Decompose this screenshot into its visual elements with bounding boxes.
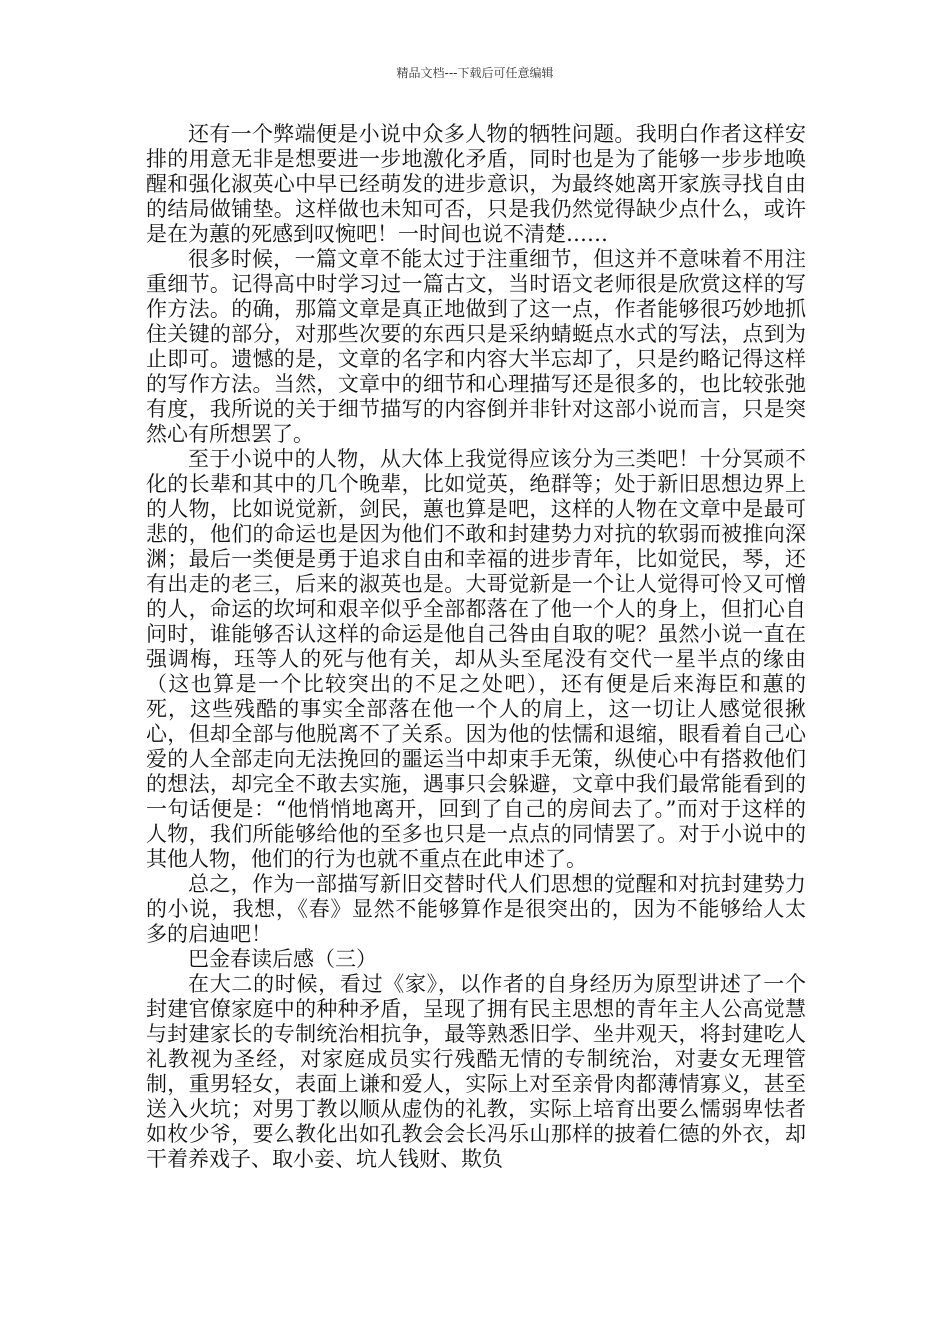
paragraph: 至于小说中的人物，从大体上我觉得应该分为三类吧！十分冥顽不化的长辈和其中的几个晚辈，比如觉英，绝群等；处于新旧思想边界上的人物，比如说觉新，剑民，蕙也算是吧，这样的人物在文章中是最可悲的，他们的命运也是因为他们不敢和封建势力对抗的软弱而被推向深渊；最后一类便是勇于追求自由和幸福的进步青年，比如觉民，琴，还有出走的老三，后来的淑英也是。大哥觉新是一个让人觉得可怜又可憎的人，命运的坎坷和艰辛似乎全部都落在了他一个人的身上，但扪心自问时，谁能够否认这样的命运是他自己咎由自取的呢？虽然小说一直在强调梅，珏等人的死与他有关，却从头至尾没有交代一星半点的缘由（这也算是一个比较突出的不足之处吧），还有便是后来海臣和蕙的死，这些残酷的事实全部落在他一个人的肩上，这一切让人感觉很揪心，但却全部与他脱离不了关系。因为他的怯懦和退缩，眼看着自己心爱的人全部走向无法挽回的噩运当中却束手无策，纵使心中有搭救他们的想法，却完全不敢去实施，遇事只会躲避，文章中我们最常能看到的一句话便是：“他悄悄地离开，回到了自己的房间去了。”而对于这样的人物，我们所能够给他的至多也只是一点点的同情罢了。对于小说中的其他人物，他们的行为也就不重点在此申述了。 <box>146 447 806 871</box>
paragraph: 很多时候，一篇文章不能太过于注重细节，但这并不意味着不用注重细节。记得高中时学习过一篇古文，当时语文老师很是欣赏这样的写作方法。的确，那篇文章是真正地做到了这一点，作者能够很巧妙地抓住关键的部分，对那些次要的东西只是采纳蜻蜓点水式的写法，点到为止即可。遗憾的是，文章的名字和内容大半忘却了，只是约略记得这样的写作方法。当然，文章中的细节和心理描写还是很多的，也比较张弛有度，我所说的关于细节描写的内容倒并非针对这部小说而言，只是突然心有所想罢了。 <box>146 247 806 446</box>
page-header: 精品文档---下载后可任意编辑 <box>396 66 554 80</box>
document-body <box>146 122 806 1172</box>
paragraph: 总之，作为一部描写新旧交替时代人们思想的觉醒和对抗封建势力的小说，我想，《春》显然不能够算作是很突出的，因为不能够给人太多的启迪吧！ <box>146 872 806 946</box>
paragraph: 在大二的时候，看过《家》，以作者的自身经历为原型讲述了一个封建官僚家庭中的种种矛盾，呈现了拥有民主思想的青年主人公高觉慧与封建家长的专制统治相抗争，最等熟悉旧学、坐井观天，将封建吃人礼教视为圣经，对家庭成员实行残酷无情的专制统治，对妻女无理管制，重男轻女，表面上谦和爱人，实际上对至亲骨肉都薄情寡义，甚至送入火坑；对男丁教以顺从虚伪的礼教，实际上培育出要么懦弱卑怯者如枚少爷，要么教化出如孔教会会长冯乐山那样的披着仁德的外衣，却干着养戏子、取小妾、坑人钱财、欺负 <box>146 972 806 1171</box>
section-heading: 巴金春读后感（三） <box>188 947 377 971</box>
paragraph: 还有一个弊端便是小说中众多人物的牺牲问题。我明白作者这样安排的用意无非是想要进一步地激化矛盾，同时也是为了能够一步步地唤醒和强化淑英心中早已经萌发的进步意识，为最终她离开家族寻找自由的结局做铺垫。这样做也未知可否，只是我仍然觉得缺少点什么，或许是在为蕙的死感到叹惋吧！一时间也说不清楚…… <box>146 122 806 246</box>
